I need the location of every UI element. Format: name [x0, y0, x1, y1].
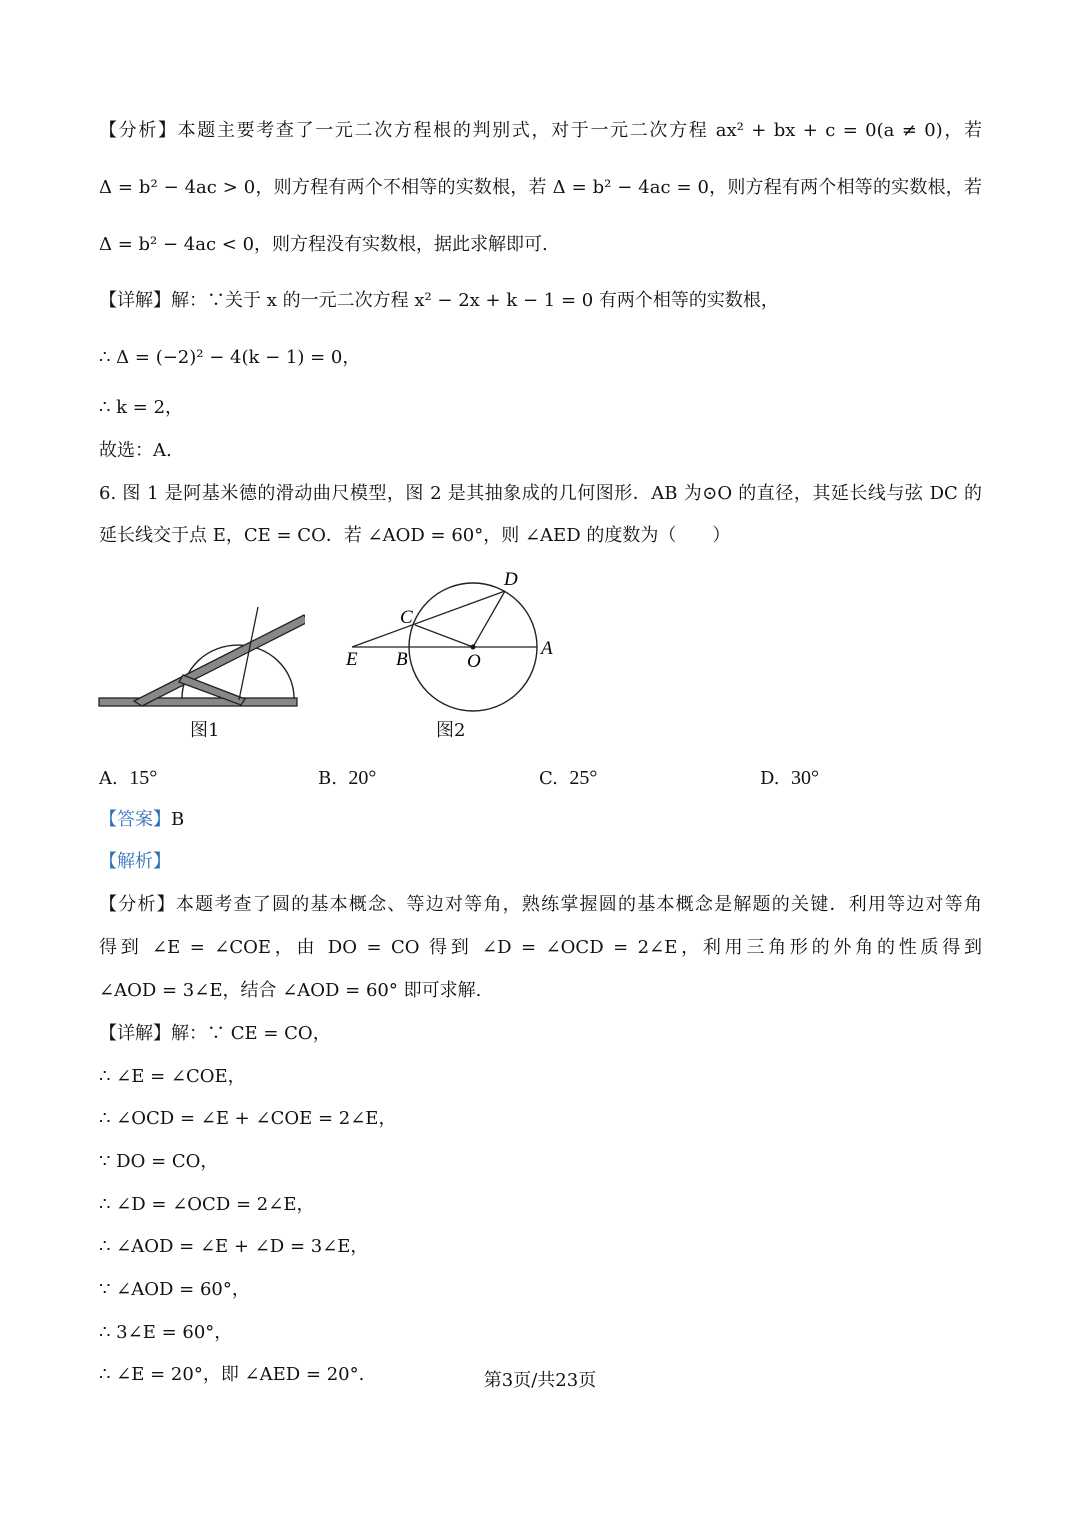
question6-line1: 6. 图 1 是阿基米德的滑动曲尺模型，图 2 是其抽象成的几何图形．AB 为⊙O 的直径，其延长线与弦 DC 的	[99, 483, 982, 504]
analysis1-line2: Δ = b² − 4ac > 0，则方程有两个不相等的实数根，若 Δ = b² − 4ac = 0，则方程有两个相等的实数根，若	[99, 177, 982, 198]
page-number: 第3页/共23页	[483, 1370, 597, 1391]
detail2-step3: ∴ ∠OCD = ∠E + ∠COE = 2∠E，	[99, 1108, 397, 1129]
fig2-line-CO	[415, 625, 473, 647]
detail2-step2: ∴ ∠E = ∠COE，	[99, 1066, 246, 1087]
detail2-step8: ∴ 3∠E = 60°，	[99, 1322, 233, 1343]
option-d	[760, 765, 819, 792]
option-c-letter: C.	[539, 768, 558, 789]
detail2-step4: ∵ DO = CO，	[99, 1151, 219, 1172]
choose1-line: 故选：A.	[99, 440, 172, 461]
detail1-line2: ∴ Δ = (−2)² − 4(k − 1) = 0，	[99, 347, 361, 368]
detail2-step1: 【详解】解：∵ CE = CO，	[99, 1023, 331, 1044]
detail2-step7: ∵ ∠AOD = 60°，	[99, 1279, 250, 1300]
figure1-caption: 图1	[190, 720, 220, 741]
fig2-label-C: C	[400, 607, 413, 628]
figure2-caption: 图2	[436, 720, 466, 741]
figure2-geometry	[340, 568, 560, 718]
fig2-label-O: O	[467, 651, 481, 672]
analysis2-line2: 得到 ∠E = ∠COE，由 DO = CO 得到 ∠D = ∠OCD = 2∠E，利用三角形的外角的性质得到	[99, 937, 982, 958]
option-d-letter: D.	[760, 768, 780, 789]
answer-value: B	[171, 809, 185, 830]
answer-tag: 【答案】	[99, 809, 171, 830]
option-c	[539, 765, 597, 792]
fig2-line-OD	[473, 591, 505, 647]
answer-line	[99, 807, 982, 833]
fig2-label-D: D	[504, 569, 518, 590]
page-footer	[0, 1366, 1080, 1392]
fig2-label-B: B	[396, 649, 408, 670]
analysis1-line1: 【分析】本题主要考查了一元二次方程根的判别式，对于一元二次方程 ax² + bx + c = 0(a ≠ 0)，若	[99, 120, 982, 141]
analysis2-line1: 【分析】本题考查了圆的基本概念、等边对等角，熟练掌握圆的基本概念是解题的关键．利用等边对等角	[99, 894, 982, 915]
detail2-step9: ∴ ∠E = 20°，即 ∠AED = 20°.	[99, 1364, 365, 1385]
option-b-letter: B.	[318, 768, 337, 789]
detail1-line3: ∴ k = 2，	[99, 397, 184, 418]
option-b-value: 20°	[348, 767, 377, 789]
fig1-base-ruler	[99, 698, 297, 706]
fig2-label-A: A	[541, 638, 553, 659]
detail2-step5: ∴ ∠D = ∠OCD = 2∠E，	[99, 1194, 315, 1215]
fig2-line-ED	[352, 591, 505, 647]
option-a-letter: A.	[99, 768, 118, 789]
option-d-value: 30°	[790, 767, 819, 789]
analysis2-line3: ∠AOD = 3∠E，结合 ∠AOD = 60° 即可求解.	[99, 980, 482, 1001]
analysis1-line3: Δ = b² − 4ac < 0，则方程没有实数根，据此求解即可.	[99, 234, 548, 255]
option-a	[99, 765, 157, 792]
option-c-value: 25°	[569, 767, 598, 789]
figure1-sliding-ruler	[95, 605, 305, 717]
question6-line2: 延长线交于点 E，CE = CO．若 ∠AOD = 60°，则 ∠AED 的度数为（ ）	[99, 525, 731, 546]
detail2-step6: ∴ ∠AOD = ∠E + ∠D = 3∠E，	[99, 1236, 369, 1257]
fig2-label-E: E	[346, 649, 358, 670]
detail1-line1: 【详解】解：∵关于 x 的一元二次方程 x² − 2x + k − 1 = 0 有两个相等的实数根，	[99, 290, 779, 311]
explain-tag: 【解析】	[99, 851, 171, 872]
option-b	[318, 765, 376, 792]
fig2-center-point	[471, 645, 476, 650]
option-a-value: 15°	[129, 767, 158, 789]
